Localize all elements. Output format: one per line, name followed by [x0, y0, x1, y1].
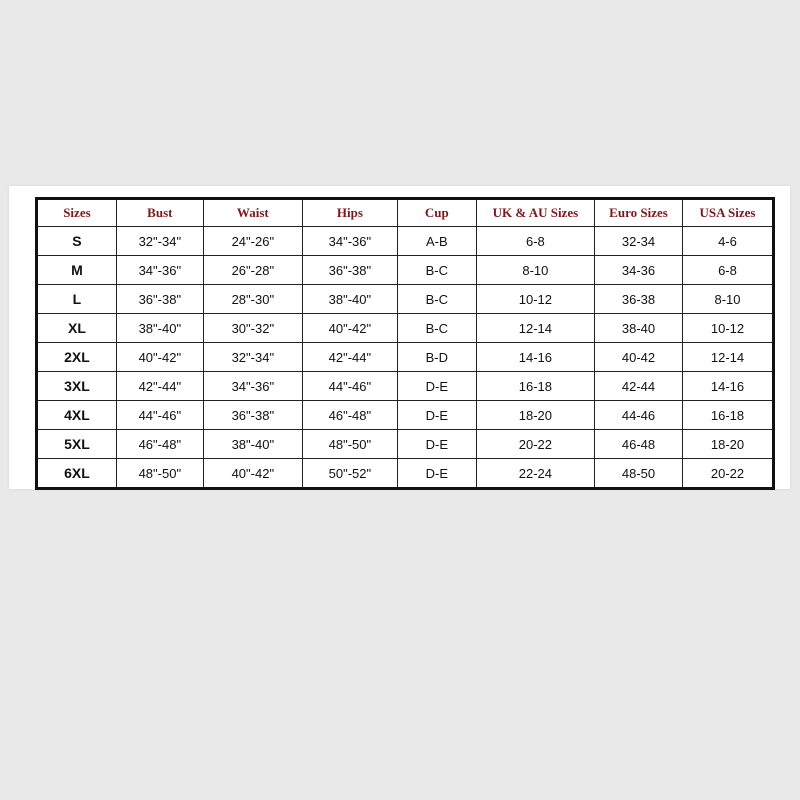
cell-euro: 40-42: [595, 343, 683, 372]
cell-size: 2XL: [37, 343, 117, 372]
cell-hips: 34"-36": [302, 227, 397, 256]
cell-cup: A-B: [397, 227, 476, 256]
cell-waist: 26"-28": [203, 256, 302, 285]
header-waist: Waist: [203, 199, 302, 227]
cell-usa: 6-8: [682, 256, 773, 285]
cell-usa: 12-14: [682, 343, 773, 372]
header-uk-au-sizes: UK & AU Sizes: [476, 199, 594, 227]
cell-waist: 40"-42": [203, 459, 302, 489]
cell-hips: 46"-48": [302, 401, 397, 430]
cell-euro: 44-46: [595, 401, 683, 430]
cell-size: XL: [37, 314, 117, 343]
cell-euro: 38-40: [595, 314, 683, 343]
cell-uk-au: 12-14: [476, 314, 594, 343]
cell-euro: 34-36: [595, 256, 683, 285]
cell-size: M: [37, 256, 117, 285]
cell-size: 5XL: [37, 430, 117, 459]
cell-hips: 48"-50": [302, 430, 397, 459]
table-row: [37, 401, 774, 430]
cell-uk-au: 14-16: [476, 343, 594, 372]
cell-size: S: [37, 227, 117, 256]
cell-waist: 32"-34": [203, 343, 302, 372]
header-bust: Bust: [116, 199, 203, 227]
cell-waist: 36"-38": [203, 401, 302, 430]
table-row: [37, 256, 774, 285]
cell-usa: 18-20: [682, 430, 773, 459]
cell-usa: 4-6: [682, 227, 773, 256]
cell-hips: 44"-46": [302, 372, 397, 401]
table-row: [37, 314, 774, 343]
cell-waist: 30"-32": [203, 314, 302, 343]
cell-waist: 24"-26": [203, 227, 302, 256]
table-header-row: [37, 199, 774, 227]
cell-euro: 32-34: [595, 227, 683, 256]
cell-bust: 42"-44": [116, 372, 203, 401]
cell-cup: D-E: [397, 430, 476, 459]
cell-usa: 10-12: [682, 314, 773, 343]
cell-waist: 28"-30": [203, 285, 302, 314]
cell-bust: 34"-36": [116, 256, 203, 285]
cell-cup: D-E: [397, 401, 476, 430]
cell-bust: 38"-40": [116, 314, 203, 343]
size-chart-card: [9, 186, 790, 489]
cell-bust: 48"-50": [116, 459, 203, 489]
header-hips: Hips: [302, 199, 397, 227]
cell-uk-au: 10-12: [476, 285, 594, 314]
cell-bust: 32"-34": [116, 227, 203, 256]
table-body: [37, 227, 774, 489]
cell-euro: 42-44: [595, 372, 683, 401]
cell-waist: 38"-40": [203, 430, 302, 459]
cell-hips: 36"-38": [302, 256, 397, 285]
cell-euro: 46-48: [595, 430, 683, 459]
cell-usa: 16-18: [682, 401, 773, 430]
cell-uk-au: 18-20: [476, 401, 594, 430]
header-cup: Cup: [397, 199, 476, 227]
cell-bust: 46"-48": [116, 430, 203, 459]
table-row: [37, 227, 774, 256]
table-row: [37, 372, 774, 401]
cell-waist: 34"-36": [203, 372, 302, 401]
table-row: [37, 459, 774, 489]
cell-cup: B-C: [397, 285, 476, 314]
header-sizes: Sizes: [37, 199, 117, 227]
cell-hips: 50"-52": [302, 459, 397, 489]
cell-cup: D-E: [397, 459, 476, 489]
table-row: [37, 285, 774, 314]
cell-uk-au: 8-10: [476, 256, 594, 285]
cell-bust: 40"-42": [116, 343, 203, 372]
table-row: [37, 430, 774, 459]
cell-size: 6XL: [37, 459, 117, 489]
cell-bust: 36"-38": [116, 285, 203, 314]
cell-usa: 14-16: [682, 372, 773, 401]
cell-uk-au: 6-8: [476, 227, 594, 256]
header-euro-sizes: Euro Sizes: [595, 199, 683, 227]
cell-uk-au: 16-18: [476, 372, 594, 401]
cell-bust: 44"-46": [116, 401, 203, 430]
cell-cup: B-C: [397, 314, 476, 343]
header-usa-sizes: USA Sizes: [682, 199, 773, 227]
cell-uk-au: 22-24: [476, 459, 594, 489]
cell-uk-au: 20-22: [476, 430, 594, 459]
cell-cup: B-C: [397, 256, 476, 285]
cell-size: L: [37, 285, 117, 314]
cell-usa: 20-22: [682, 459, 773, 489]
size-chart-table: [35, 197, 775, 490]
cell-size: 3XL: [37, 372, 117, 401]
cell-cup: B-D: [397, 343, 476, 372]
table-row: [37, 343, 774, 372]
cell-euro: 48-50: [595, 459, 683, 489]
cell-size: 4XL: [37, 401, 117, 430]
cell-hips: 38"-40": [302, 285, 397, 314]
cell-euro: 36-38: [595, 285, 683, 314]
cell-cup: D-E: [397, 372, 476, 401]
cell-usa: 8-10: [682, 285, 773, 314]
cell-hips: 42"-44": [302, 343, 397, 372]
cell-hips: 40"-42": [302, 314, 397, 343]
